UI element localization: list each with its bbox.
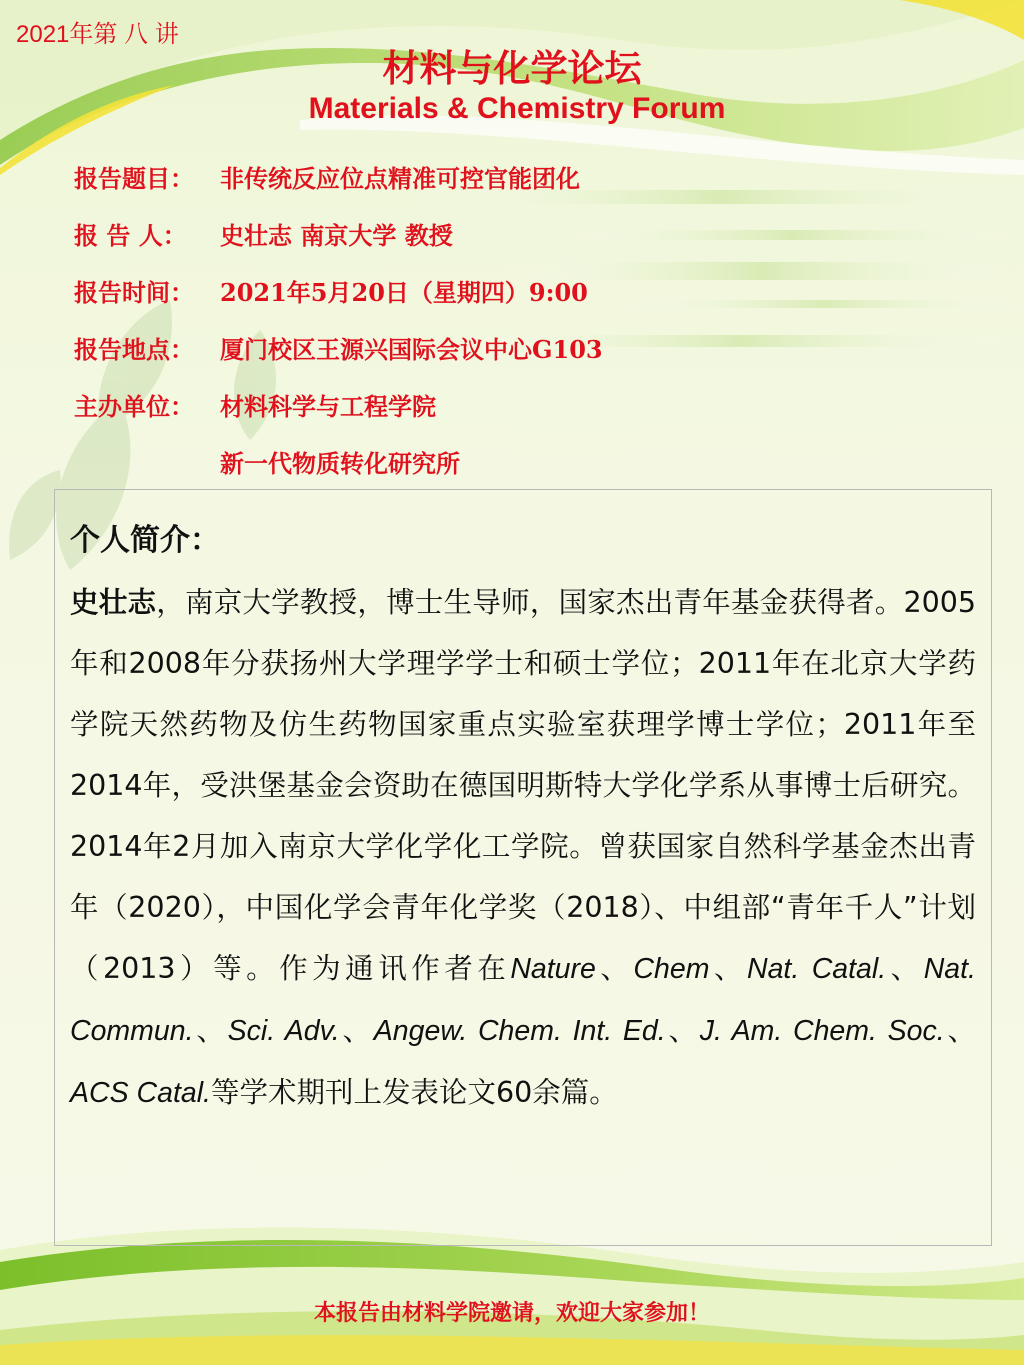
journal-acs-catal: ACS Catal. xyxy=(70,1077,211,1109)
info-topic xyxy=(74,160,603,217)
forum-title-en: Materials & Chemistry Forum xyxy=(308,92,726,125)
journal-nat-catal: Nat. Catal. xyxy=(746,953,887,985)
journal-separator: 、 xyxy=(886,952,924,985)
journal-separator: 、 xyxy=(595,952,634,985)
journal-jacs: J. Am. Chem. Soc. xyxy=(699,1015,945,1047)
bio-body: ，南京大学教授，博士生导师，国家杰出青年基金获得者。2005年和2008年分获扬州大学理学学士和硕士学位；2011年在北京大学药学院天然药物及仿生药物国家重点实验室获理学博士学位；2011年至2014年，受洪堡基金会资助在德国明斯特大学化学系从事博士后研究。2014年2月加入南京大学化学化工学院。曾获国家自然科学基金杰出青年（2020），中国化学会青年化学奖（2018）、中组部“青年千人”计划（2013）等。作为通讯作者在 xyxy=(70,586,976,985)
info-host xyxy=(74,388,603,445)
footer-invitation: 本报告由材料学院邀请，欢迎大家参加！ xyxy=(313,1301,710,1326)
forum-title-cn: 材料与化学论坛 xyxy=(382,47,642,90)
speaker-label: 报 告 人： xyxy=(74,222,187,250)
journal-nature: Nature xyxy=(510,953,596,985)
journal-separator: 、 xyxy=(944,1014,976,1047)
time-value: 2021年5月20日（星期四）9:00 xyxy=(220,278,588,307)
journal-separator: 、 xyxy=(193,1014,228,1047)
time-label: 报告时间： xyxy=(74,279,194,307)
lecture-info xyxy=(74,160,603,502)
speaker-value: 史壮志 南京大学 教授 xyxy=(220,221,453,250)
journal-separator: 、 xyxy=(339,1014,374,1047)
bio-name: 史壮志 xyxy=(70,586,157,619)
bio-body-end: 等学术期刊上发表论文60余篇。 xyxy=(210,1076,618,1109)
journal-angew: Angew. Chem. Int. Ed. xyxy=(373,1015,666,1047)
lecture-number: 2021年第 八 讲 xyxy=(16,21,179,48)
place-label: 报告地点： xyxy=(74,336,194,364)
info-speaker xyxy=(74,217,603,274)
host-value-1: 材料科学与工程学院 xyxy=(220,392,436,421)
journal-nat-commun: Nat. Commun. xyxy=(70,953,976,1047)
topic-value: 非传统反应位点精准可控官能团化 xyxy=(220,164,580,193)
place-value: 厦门校区王源兴国际会议中心G103 xyxy=(220,335,603,364)
info-time xyxy=(74,274,603,331)
bio-heading: 个人简介： xyxy=(70,523,220,558)
info-place xyxy=(74,331,603,388)
journal-separator: 、 xyxy=(665,1014,700,1047)
journal-chem: Chem xyxy=(633,953,710,985)
bio-text xyxy=(70,572,976,1124)
topic-label: 报告题目： xyxy=(74,165,194,193)
host-value-2: 新一代物质转化研究所 xyxy=(220,449,460,478)
host-label: 主办单位： xyxy=(74,393,194,421)
journal-separator: 、 xyxy=(709,952,747,985)
journal-sci-adv: Sci. Adv. xyxy=(227,1015,340,1047)
